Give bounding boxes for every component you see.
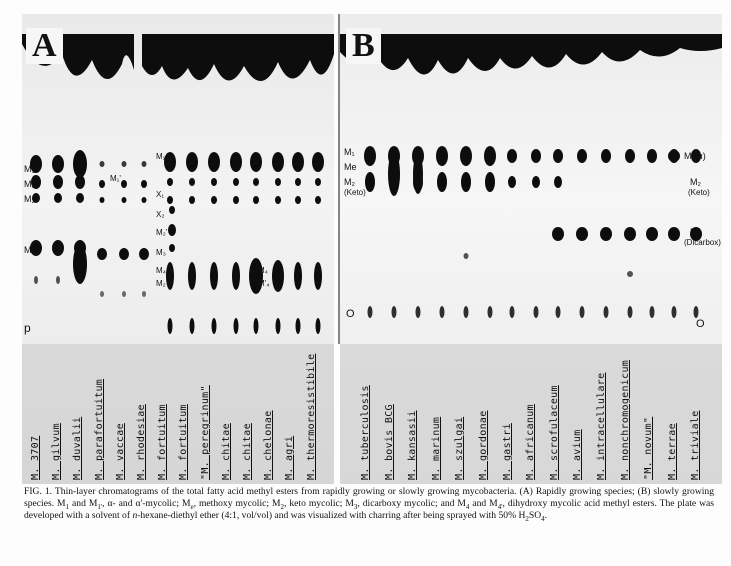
panel_b-lane-label: M. tuberculosis	[360, 385, 371, 480]
panel-b-marker-m2: M₂	[344, 177, 355, 187]
spot-large-m3	[73, 244, 87, 284]
panel-b-letter: B	[346, 28, 381, 64]
spot-origin-b	[464, 306, 469, 318]
spot-m1-alpha	[364, 146, 376, 166]
spot-m1-alpha-end	[668, 150, 680, 162]
spot-m3-dicarbox	[576, 227, 588, 241]
spot-origin-b	[650, 306, 655, 318]
panel_b-lane-label: M. intracellulare	[596, 372, 607, 480]
panel-a-marker-m2: M₂	[24, 194, 35, 204]
spot-m3	[119, 248, 129, 260]
caption-text-8: , dihydroxy mycolic acid methyl esters. The plate was developed with a solvent of	[24, 498, 715, 521]
spot-m3-dicarbox	[646, 227, 658, 241]
panel_a-lane-label: M. vaccae	[114, 423, 126, 480]
panel_a-lane-label: M. parafortuitum	[93, 378, 105, 480]
spot-m2-prime	[168, 224, 176, 236]
caption-sub-2: 1'	[97, 502, 103, 511]
spot-origin	[276, 318, 281, 334]
spot-m2-keto	[532, 176, 540, 188]
spot-m1	[230, 152, 242, 172]
spot-origin-b	[440, 306, 445, 318]
spot-m4-streak	[314, 262, 322, 290]
panel_b-lane-label: M. scrofulaceum	[548, 385, 560, 480]
caption-sub-5: 3	[353, 502, 358, 511]
panel-b-marker-keto: (Keto)	[344, 188, 366, 197]
panel-a-marker-m3: M₃	[24, 245, 36, 255]
spot-minor	[34, 276, 38, 284]
panel-a-marker-m4: M₄	[258, 266, 268, 275]
spot-m2-keto	[437, 172, 447, 192]
panel_b-lane-label: M. gastri	[501, 423, 513, 480]
spot-m1-prime	[99, 180, 105, 188]
panel-a-inner-m1-prime: M₁'	[110, 174, 121, 183]
panel_b-lane-label: M. marinum	[430, 416, 442, 480]
spot-m1	[52, 155, 64, 173]
spot-m1-alpha	[531, 149, 541, 163]
spot-m1-alpha	[484, 146, 496, 166]
spot-m1-alpha	[577, 149, 587, 163]
spot-origin-b	[694, 306, 699, 318]
panel-a-plate	[22, 14, 334, 484]
panel-a-inner-m2-prime: M₂'	[156, 228, 168, 237]
caption-text-10: SO	[528, 510, 542, 521]
panel_b-lane-label: M. avium	[572, 429, 584, 480]
spot-m1-prime	[295, 178, 301, 186]
spot-m1-alpha	[553, 149, 563, 163]
spot-m2	[295, 196, 301, 204]
panel_a-lane-label: M. 3707	[30, 435, 41, 480]
spot-m4-streak	[210, 262, 218, 290]
panel_b-lane-label: M. terrae	[666, 423, 678, 480]
spot-streak-b	[388, 152, 400, 196]
panel_a-lane-label: M. chitae	[242, 423, 253, 480]
panel_a-lane-label: M. fortuitum	[178, 404, 190, 480]
spot-m1-prime	[253, 178, 259, 186]
panel-a-inner-m2: M₂	[156, 279, 166, 288]
spot-origin	[212, 318, 217, 334]
spot-m1-alpha	[601, 149, 611, 163]
spot-m2	[167, 196, 173, 204]
spot-m1-prime	[275, 178, 281, 186]
panel_b-lane-label: M. triviale	[690, 410, 702, 480]
panel-b-right-origin: O	[696, 318, 705, 330]
caption-text-1: Thin-layer chromatograms of the total fatty acid methyl esters from rapidly growing or slowly growing mycobacteria. (A) Rapidly growing species; (B) slowly growing species. M	[24, 486, 715, 509]
caption-lead: FIG. 1.	[24, 486, 53, 497]
panel_a-lane-label: M. thermoresistibile	[305, 353, 317, 480]
panel_a-lane-label: M. gilvum	[51, 423, 63, 480]
panel-b-right-m2: M₂	[690, 177, 701, 187]
panel-b-right-m3: M₃	[690, 227, 702, 237]
spot-m2	[142, 197, 147, 203]
spot-minor	[122, 291, 126, 297]
panel_a-lane-label: M. duvalii	[72, 416, 84, 480]
spot-x2	[169, 206, 175, 214]
caption-sub-8: 2	[525, 514, 529, 523]
spot-origin-b	[368, 306, 373, 318]
spot-m3-dicarbox	[668, 227, 680, 241]
spot-m4-streak	[188, 262, 196, 290]
spot-m3	[139, 248, 149, 260]
panel_a-lane-label: M. agri	[284, 435, 296, 480]
spot-m4-streak	[232, 262, 240, 290]
caption-text-6: , dicarboxy mycolic; and M	[357, 498, 466, 509]
spot-m3-dicarbox	[552, 227, 564, 241]
panel_b-lane-label: M. szulgai	[454, 416, 466, 480]
caption-text-4: , methoxy mycolic; M	[193, 498, 281, 509]
panel-b-right-m1-alpha: M₁(α)	[684, 151, 706, 161]
spot-origin-b	[604, 306, 609, 318]
spot-m1	[292, 152, 304, 172]
panel_a-lane-label: M. chelonae	[263, 410, 275, 480]
spot-origin	[296, 318, 301, 334]
caption-text-3: , α- and α'-mycolic; M	[102, 498, 191, 509]
spot-m1	[186, 152, 198, 172]
panel-b-marker-origin: O	[346, 308, 355, 320]
panel-a-letter: A	[26, 28, 63, 64]
spot-origin-b	[672, 306, 677, 318]
spot-m2-keto	[508, 176, 516, 188]
panel_b-lane-label: M. nonchromogenicum	[619, 359, 631, 480]
caption-text-5: , keto mycolic; M	[284, 498, 354, 509]
spot-origin-b	[556, 306, 561, 318]
panel-a-inner-x1: X₁	[156, 190, 165, 199]
panel-a-inner-x2: X₂	[156, 210, 165, 219]
spot-m2-keto	[365, 172, 375, 192]
spot-minor-b	[464, 253, 469, 259]
spot-streak-b	[413, 154, 423, 194]
spot-m1	[250, 152, 262, 172]
spot-origin-b	[488, 306, 493, 318]
spot-m1-prime	[315, 178, 321, 186]
caption-italic-n: n	[132, 510, 138, 521]
panel-b-plate	[340, 14, 722, 484]
spot-m1-prime	[167, 178, 173, 186]
spot-m1-alpha	[625, 149, 635, 163]
spot-minor	[142, 291, 146, 297]
panel-b-marker-m1: M₁	[344, 147, 355, 157]
spot-m1-alpha	[436, 146, 448, 166]
spot-m1-prime	[141, 180, 147, 188]
caption-text-7: and M	[469, 498, 498, 509]
panel_a-lane-label: M. fortuitum	[157, 404, 169, 480]
panel-a-marker-m1-prime: M₁'	[24, 179, 37, 189]
tlc-figure	[22, 14, 722, 484]
panel_a-lane-label: "M. peregrinum"	[199, 385, 211, 480]
spot-origin-b	[534, 306, 539, 318]
spot-m1-prime	[211, 178, 217, 186]
panel-b-right-dicarbox: (Dicarbox)	[684, 238, 721, 247]
spot-m1	[272, 152, 284, 172]
panel-a-marker-p: p	[24, 321, 31, 335]
spot-m2	[100, 197, 105, 203]
spot-origin	[234, 318, 239, 334]
spot-m2	[122, 197, 127, 203]
caption-text-11: .	[544, 510, 548, 521]
panel-a-marker-m4-prime: M'₄	[258, 279, 270, 288]
spot-m1	[208, 152, 220, 172]
solvent-front-blobs-a-right	[142, 34, 334, 81]
panel_b-lane-label: M. gordonae	[478, 410, 489, 480]
spot-origin	[190, 318, 195, 334]
spot-origin-b	[416, 306, 421, 318]
spot-m2	[76, 193, 84, 203]
spot-m1-prime	[53, 175, 63, 189]
spot-m4-large	[249, 258, 263, 294]
spot-m1	[312, 152, 324, 172]
spot-m2-keto	[461, 172, 471, 192]
spot-m2	[275, 196, 281, 204]
spot-m3	[97, 248, 107, 260]
caption-text-2: and M	[69, 498, 98, 509]
spot-m2	[233, 196, 239, 204]
spot-m3-small	[169, 244, 175, 252]
spot-m1-alpha	[647, 149, 657, 163]
caption-sub-9: 4	[541, 514, 545, 523]
spot-m2	[211, 196, 217, 204]
spot-origin	[254, 318, 259, 334]
spot-minor	[56, 276, 60, 284]
spot-m2	[189, 196, 195, 204]
caption-sub-4: 2	[280, 502, 285, 511]
spot-origin	[316, 318, 321, 334]
solvent-front-blobs-b	[340, 34, 722, 75]
panel_b-lane-label: "M. novum"	[643, 416, 655, 480]
spot-origin-b	[392, 306, 397, 318]
panel_a-lane-label: M. rhodesiae	[136, 404, 147, 480]
panel_b-lane-label: M. bovis BCG	[383, 404, 395, 480]
spot-m2	[253, 196, 259, 204]
spot-m4-streak	[166, 262, 174, 290]
spot-minor-b	[627, 271, 633, 277]
spot-m3-dicarbox	[600, 227, 612, 241]
spot-m1	[164, 152, 176, 172]
spot-m1-prime	[233, 178, 239, 186]
spot-m2	[54, 193, 62, 203]
spot-m2-keto	[554, 176, 562, 188]
panel-a-inner-m1: M₁	[156, 152, 166, 161]
figure-caption	[24, 486, 714, 522]
panel_b-lane-label: M. africanum	[525, 404, 537, 480]
spot-m1-alpha	[507, 149, 517, 163]
spot-origin-b	[628, 306, 633, 318]
spot-origin-b	[510, 306, 515, 318]
panel_b-lane-label: M. kansasii	[407, 410, 419, 480]
spot-m3-dicarbox	[624, 227, 636, 241]
spot-origin-b	[580, 306, 585, 318]
spot-trace	[100, 161, 105, 167]
panel-a-inner-m3: M₃	[156, 248, 166, 257]
spot-m4-streak	[294, 262, 302, 290]
spot-origin	[168, 318, 173, 334]
spot-m1-prime	[189, 178, 195, 186]
panel-b-right-keto: (Keto)	[688, 188, 710, 197]
panel-a-inner-m4: M₄	[156, 266, 166, 275]
spot-m2	[315, 196, 321, 204]
spot-trace	[122, 161, 127, 167]
panel-a-marker-m1: M₁	[24, 164, 35, 174]
caption-sub-6: 4	[465, 502, 470, 511]
spot-m1-prime	[121, 180, 127, 188]
caption-sub-1: 1	[65, 502, 70, 511]
spot-m2-keto	[485, 172, 495, 192]
caption-sub-7: 4'	[497, 502, 503, 511]
spot-m4-large	[272, 260, 284, 292]
spot-m1-alpha	[460, 146, 472, 166]
spot-large-m1	[73, 150, 87, 178]
spot-minor	[100, 291, 104, 297]
panel-b-marker-me: Me	[344, 162, 357, 172]
spot-trace	[142, 161, 147, 167]
panel_a-lane-label: M. chitae	[220, 423, 232, 480]
caption-text-9: -hexane-diethyl ether (4:1, vol/vol) and was visualized with charring after being sprayed with 50% H	[137, 510, 526, 521]
spot-m3	[52, 240, 64, 256]
caption-sub-3: e	[190, 502, 194, 511]
